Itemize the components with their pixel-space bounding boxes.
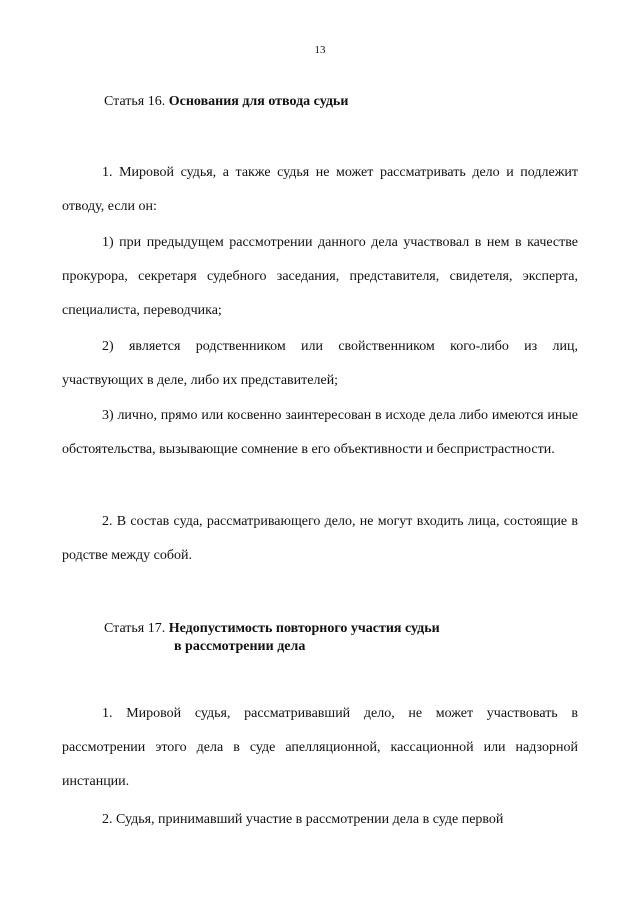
- page-number: 13: [314, 44, 326, 56]
- article-16-heading: [104, 93, 348, 111]
- article-16-paragraph-3: 2) является родственником или свойственником кого-либо из лиц, участвующих в деле, либо их представителей;: [62, 339, 578, 388]
- article-16-paragraph-5: 2. В состав суда, рассматривающего дело, не могут входить лица, состоящие в родстве между собой.: [62, 514, 578, 563]
- article-17-paragraph-2: 2. Судья, принимавший участие в рассмотрении дела в суде первой: [102, 812, 504, 827]
- article-17-title-line-1: Недопустимость повторного участия судьи: [168, 621, 440, 636]
- article-17-title-line-2: в рассмотрении дела: [174, 639, 306, 654]
- article-16-title: Основания для отвода судьи: [168, 94, 349, 109]
- article-16-label: Статья 16.: [104, 94, 166, 109]
- article-17-paragraph-1: 1. Мировой судья, рассматривавший дело, не может участвовать в рассмотрении этого дела в суде апелляционной, кассационной или надзорной инстанции.: [62, 706, 578, 789]
- article-16-paragraph-2: 1) при предыдущем рассмотрении данного дела участвовал в нем в качестве прокурора, секретаря судебного заседания, представителя, свидетеля, эксперта, специалиста, переводчика;: [62, 235, 578, 318]
- article-17-label: Статья 17.: [104, 621, 166, 636]
- article-16-paragraph-1: 1. Мировой судья, а также судья не может рассматривать дело и подлежит отводу, если он:: [62, 165, 578, 214]
- article-17-heading: [104, 620, 440, 656]
- article-16-paragraph-4: 3) лично, прямо или косвенно заинтересован в исходе дела либо имеются иные обстоятельства, вызывающие сомнение в его объективности и беспристрастности.: [62, 408, 578, 457]
